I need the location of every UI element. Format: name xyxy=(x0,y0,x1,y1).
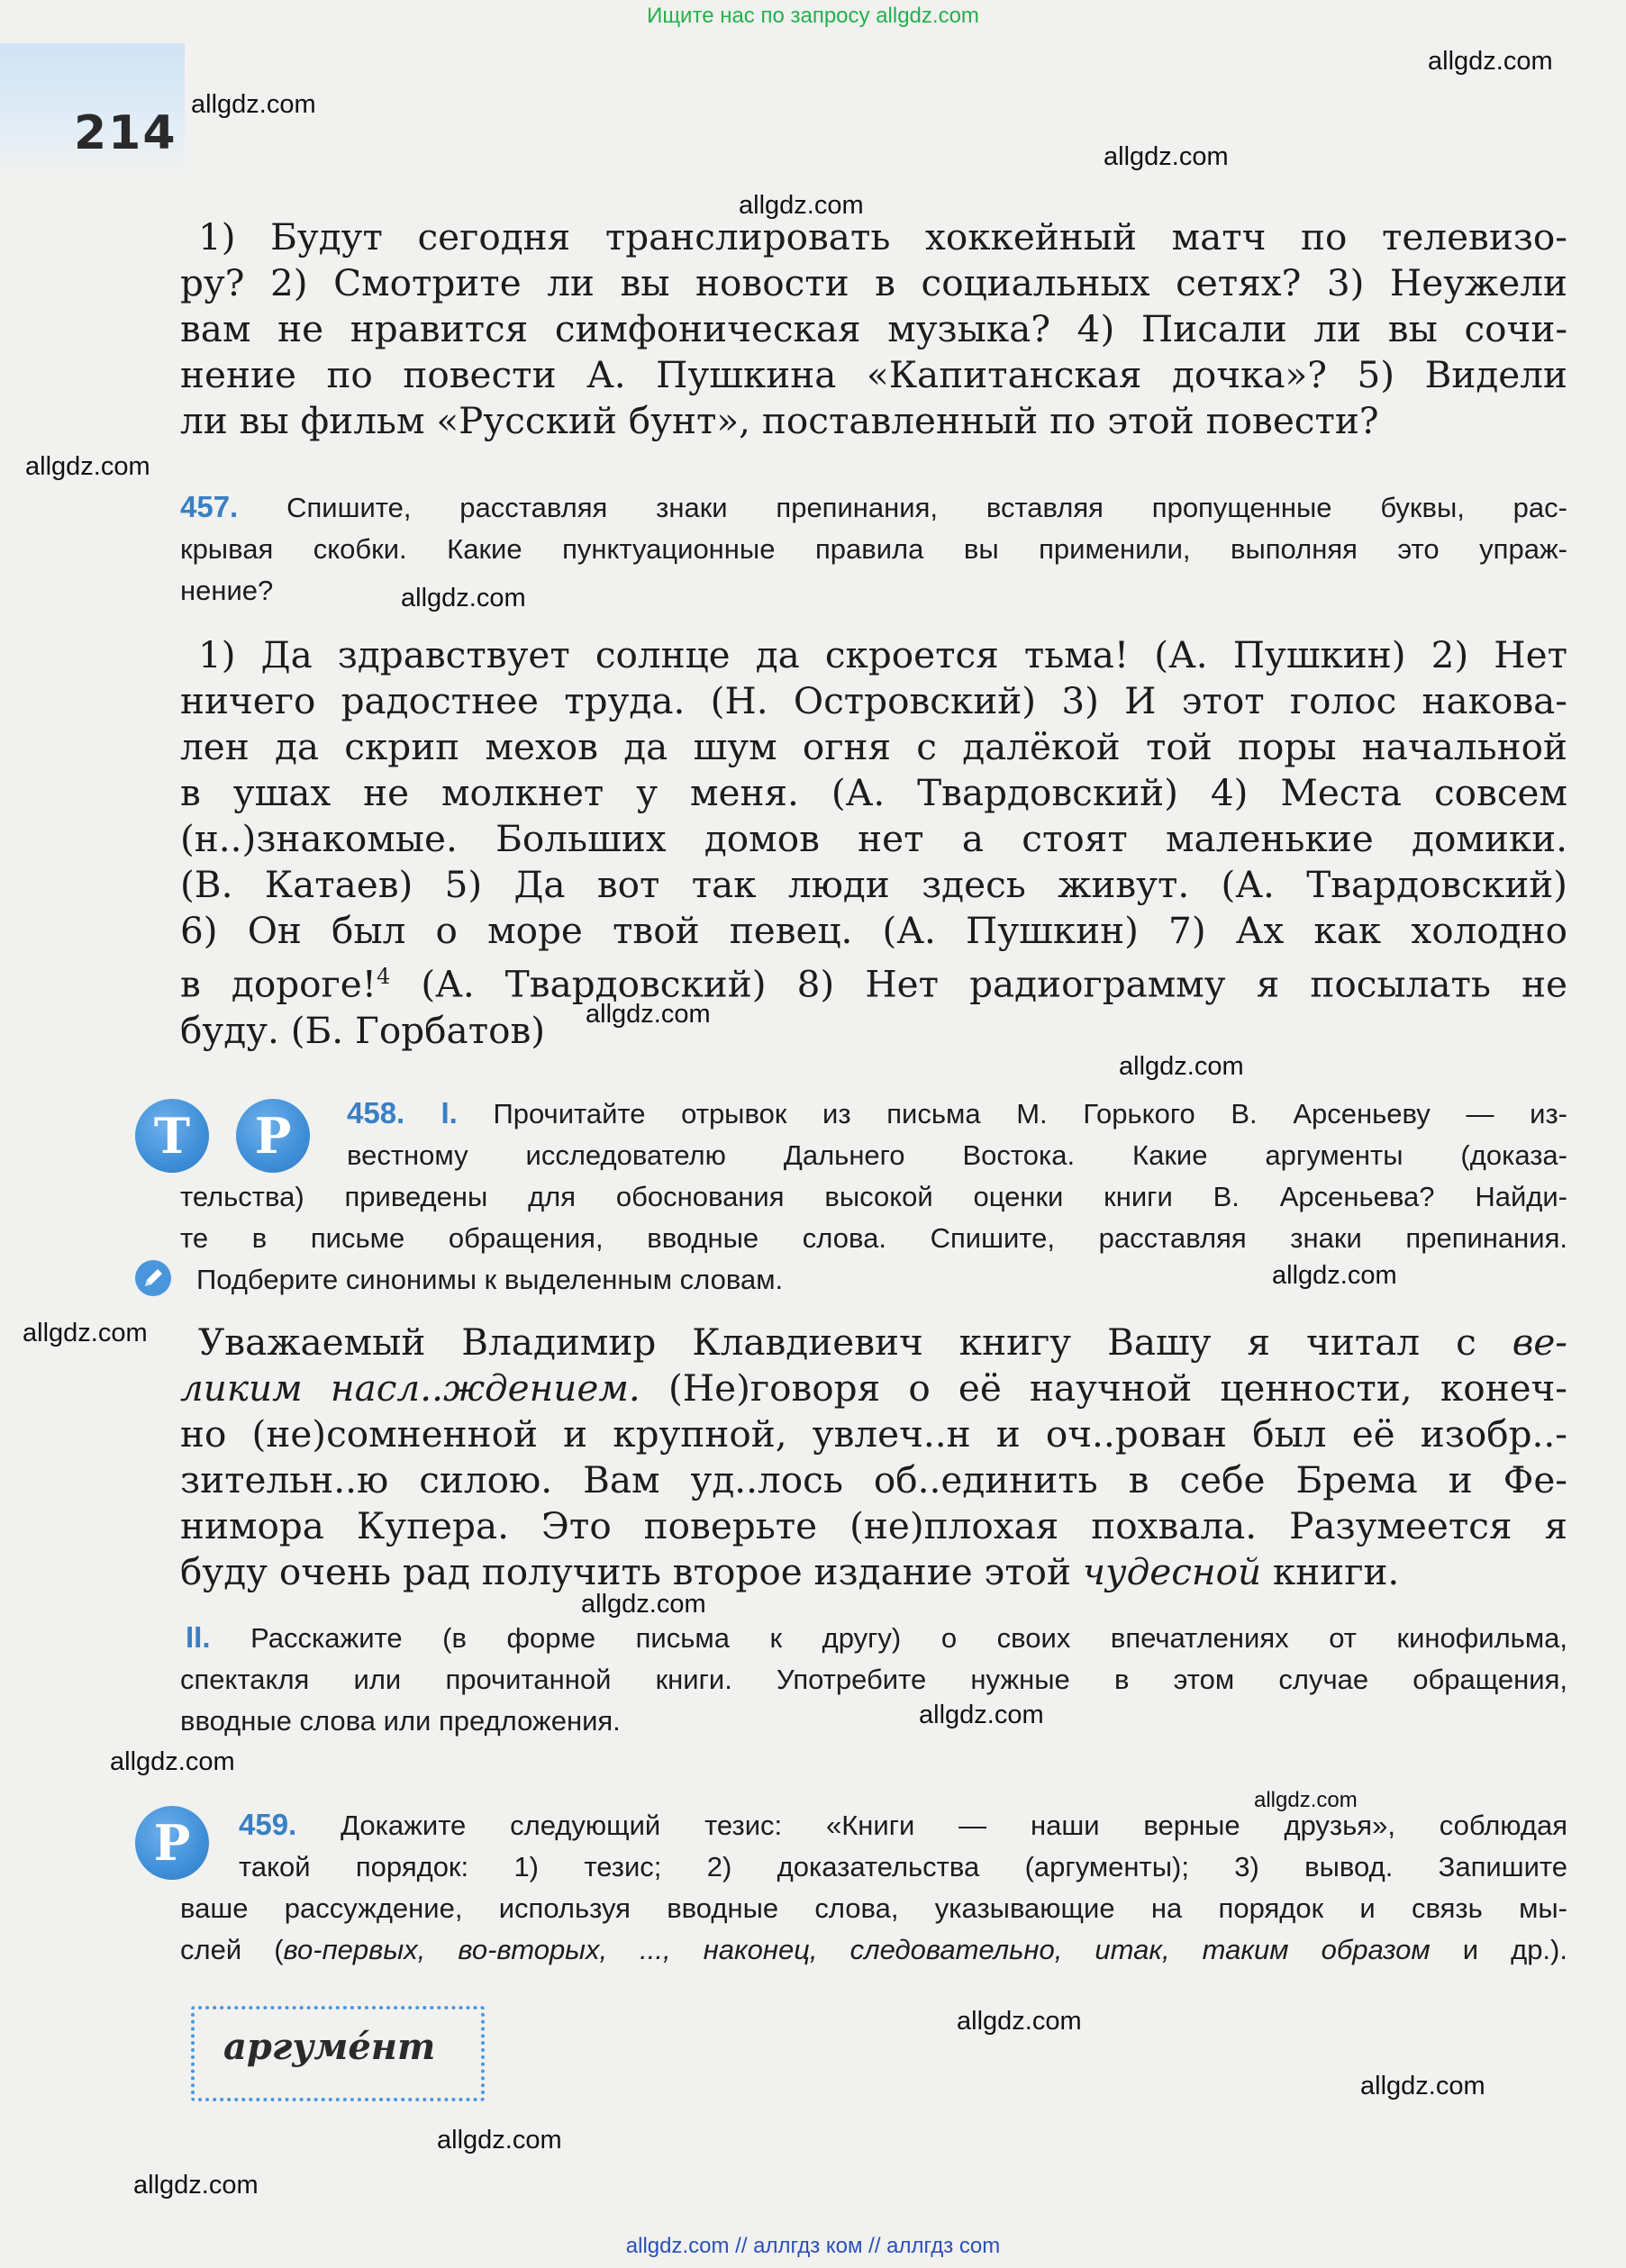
text-line: буду очень рад получить второе издание этой чудесной книги. xyxy=(180,1550,1400,1593)
task-line: вводные слова или предложения. xyxy=(180,1705,621,1737)
text-line: (В. Катаев) 5) Да вот так люди здесь живут. (А. Твардовский) xyxy=(180,863,1567,906)
text-line: в ушах не молкнет у меня. (А. Твардовский) 4) Места совсем xyxy=(180,771,1567,814)
watermark: allgdz.com xyxy=(957,2007,1082,2036)
watermark: allgdz.com xyxy=(739,191,864,220)
watermark: allgdz.com xyxy=(191,90,316,119)
watermark: allgdz.com xyxy=(1254,1788,1358,1812)
task-line: спектакля или прочитанной книги. Употребите нужные в этом случае обращения, xyxy=(180,1664,1567,1695)
exercise-458-letter xyxy=(180,1320,1567,1595)
exercise-458-task xyxy=(180,1093,1567,1301)
vocabulary-term: аргумéнт xyxy=(223,2026,436,2068)
text-line: ру? 2) Смотрите ли вы новости в социальных сетях? 3) Неужели xyxy=(180,261,1567,304)
watermark: allgdz.com xyxy=(919,1701,1044,1729)
text-line: нение по повести А. Пушкина «Капитанская дочка»? 5) Видели xyxy=(180,353,1567,396)
footnote-mark: 4 xyxy=(376,964,391,989)
highlighted-word: чудесной xyxy=(1082,1550,1262,1593)
badge-r-icon: Р xyxy=(236,1099,310,1173)
exercise-459-task xyxy=(180,1804,1567,1971)
task-line: Подберите синонимы к выделенным словам. xyxy=(196,1264,784,1295)
text-line: ликим насл..ждением. (Не)говоря о её научной ценности, конеч- xyxy=(180,1366,1567,1410)
text-line: ничего радостнее труда. (Н. Островский) 3) И этот голос накова- xyxy=(180,679,1567,722)
watermark: allgdz.com xyxy=(1119,1052,1244,1081)
task-line: Прочитайте отрывок из письма М. Горького В. Арсеньеву — из- xyxy=(493,1098,1567,1129)
task-line: вестному исследователю Дальнего Востока. Какие аргументы (доказа- xyxy=(347,1139,1567,1171)
text-line: 6) Он был о море твой певец. (А. Пушкин) 7) Ах как холодно xyxy=(180,909,1567,952)
text-line: зительн..ю силою. Вам уд..лось об..единить в себе Брема и Фе- xyxy=(180,1458,1567,1501)
watermark: allgdz.com xyxy=(25,452,150,481)
task-line: Расскажите (в форме письма к другу) о своих впечатлениях от кинофильма, xyxy=(250,1622,1567,1654)
text-line: буду. (Б. Горбатов) xyxy=(180,1008,546,1052)
task-line: ваше рассуждение, используя вводные слова, указывающие на порядок и связь мы- xyxy=(180,1892,1567,1924)
watermark: allgdz.com xyxy=(133,2171,259,2200)
text-line: но (не)сомненной и крупной, увлеч..н и оч..рован был её изобр..- xyxy=(180,1412,1567,1456)
exercise-457-text xyxy=(180,632,1567,1054)
watermark: allgdz.com xyxy=(586,1000,711,1029)
top-banner: Ищите нас по запросу allgdz.com xyxy=(647,4,979,28)
watermark: allgdz.com xyxy=(437,2126,562,2155)
task-line: слей (во-первых, во-вторых, ..., наконец, следовательно, итак, таким образом и др.). xyxy=(180,1934,1567,1965)
task-line: крывая скобки. Какие пунктуационные правила вы применили, выполняя это упраж- xyxy=(180,533,1567,565)
exercise-number: 459. xyxy=(239,1808,297,1841)
watermark: allgdz.com xyxy=(23,1319,148,1347)
text-line: в дороге!$^4$ (А. Твардовский) 8) Нет радиограмму я посылать не xyxy=(180,962,1567,1006)
text-line: 1) Да здравствует солнце да скроется тьма! (А. Пушкин) 2) Нет xyxy=(198,633,1567,676)
task-line: Спишите, расставляя знаки препинания, вставляя пропущенные буквы, рас- xyxy=(286,492,1567,523)
watermark: allgdz.com xyxy=(1104,142,1229,171)
watermark: allgdz.com xyxy=(1428,47,1553,76)
vocabulary-term-box xyxy=(191,2006,485,2101)
exercise-number: 457. xyxy=(180,490,239,523)
watermark: allgdz.com xyxy=(110,1747,235,1776)
highlighted-word: ве- xyxy=(1512,1320,1567,1364)
exercise-457-task xyxy=(180,486,1567,612)
watermark: allgdz.com xyxy=(581,1590,706,1619)
text-line: (н..)знакомые. Больших домов нет а стоят маленькие домики. xyxy=(180,817,1567,860)
exercise-458-part2 xyxy=(180,1617,1567,1742)
pencil-icon xyxy=(135,1260,171,1296)
text-line: ли вы фильм «Русский бунт», поставленный по этой повести? xyxy=(180,399,1379,442)
text-line: вам не нравится симфоническая музыка? 4) Писали ли вы сочи- xyxy=(180,307,1567,350)
exercise-number: 458. I. xyxy=(347,1096,458,1129)
highlighted-word: ликим насл..ждением. xyxy=(180,1366,640,1410)
task-line: те в письме обращения, вводные слова. Спишите, расставляя знаки препинания. xyxy=(180,1222,1567,1254)
badge-t-icon: Т xyxy=(135,1099,209,1173)
task-line: нение? xyxy=(180,575,274,606)
text-line: нимора Купера. Это поверьте (не)плохая похвала. Разумеется я xyxy=(180,1504,1567,1547)
task-line: такой порядок: 1) тезис; 2) доказательства (аргументы); 3) вывод. Запишите xyxy=(239,1851,1567,1882)
text-line: лен да скрип мехов да шум огня с далёкой той поры начальной xyxy=(180,725,1567,768)
exercise-456-text xyxy=(180,214,1567,444)
watermark: allgdz.com xyxy=(1360,2072,1485,2100)
watermark: allgdz.com xyxy=(401,584,526,612)
text-line: Уважаемый Владимир Клавдиевич книгу Вашу я читал с ве- xyxy=(198,1320,1567,1364)
badge-r-icon: Р xyxy=(135,1806,209,1880)
part-number: II. xyxy=(186,1620,211,1654)
task-line: Докажите следующий тезис: «Книги — наши верные друзья», соблюдая xyxy=(341,1810,1567,1841)
page-number: 214 xyxy=(74,106,177,160)
task-line: тельства) приведены для обоснования высокой оценки книги В. Арсеньева? Найди- xyxy=(180,1181,1567,1212)
bottom-banner: allgdz.com // аллгдз ком // аллгдз com xyxy=(625,2234,1001,2258)
text-line: 1) Будут сегодня транслировать хоккейный матч по телевизо- xyxy=(198,215,1567,259)
watermark: allgdz.com xyxy=(1272,1261,1397,1290)
